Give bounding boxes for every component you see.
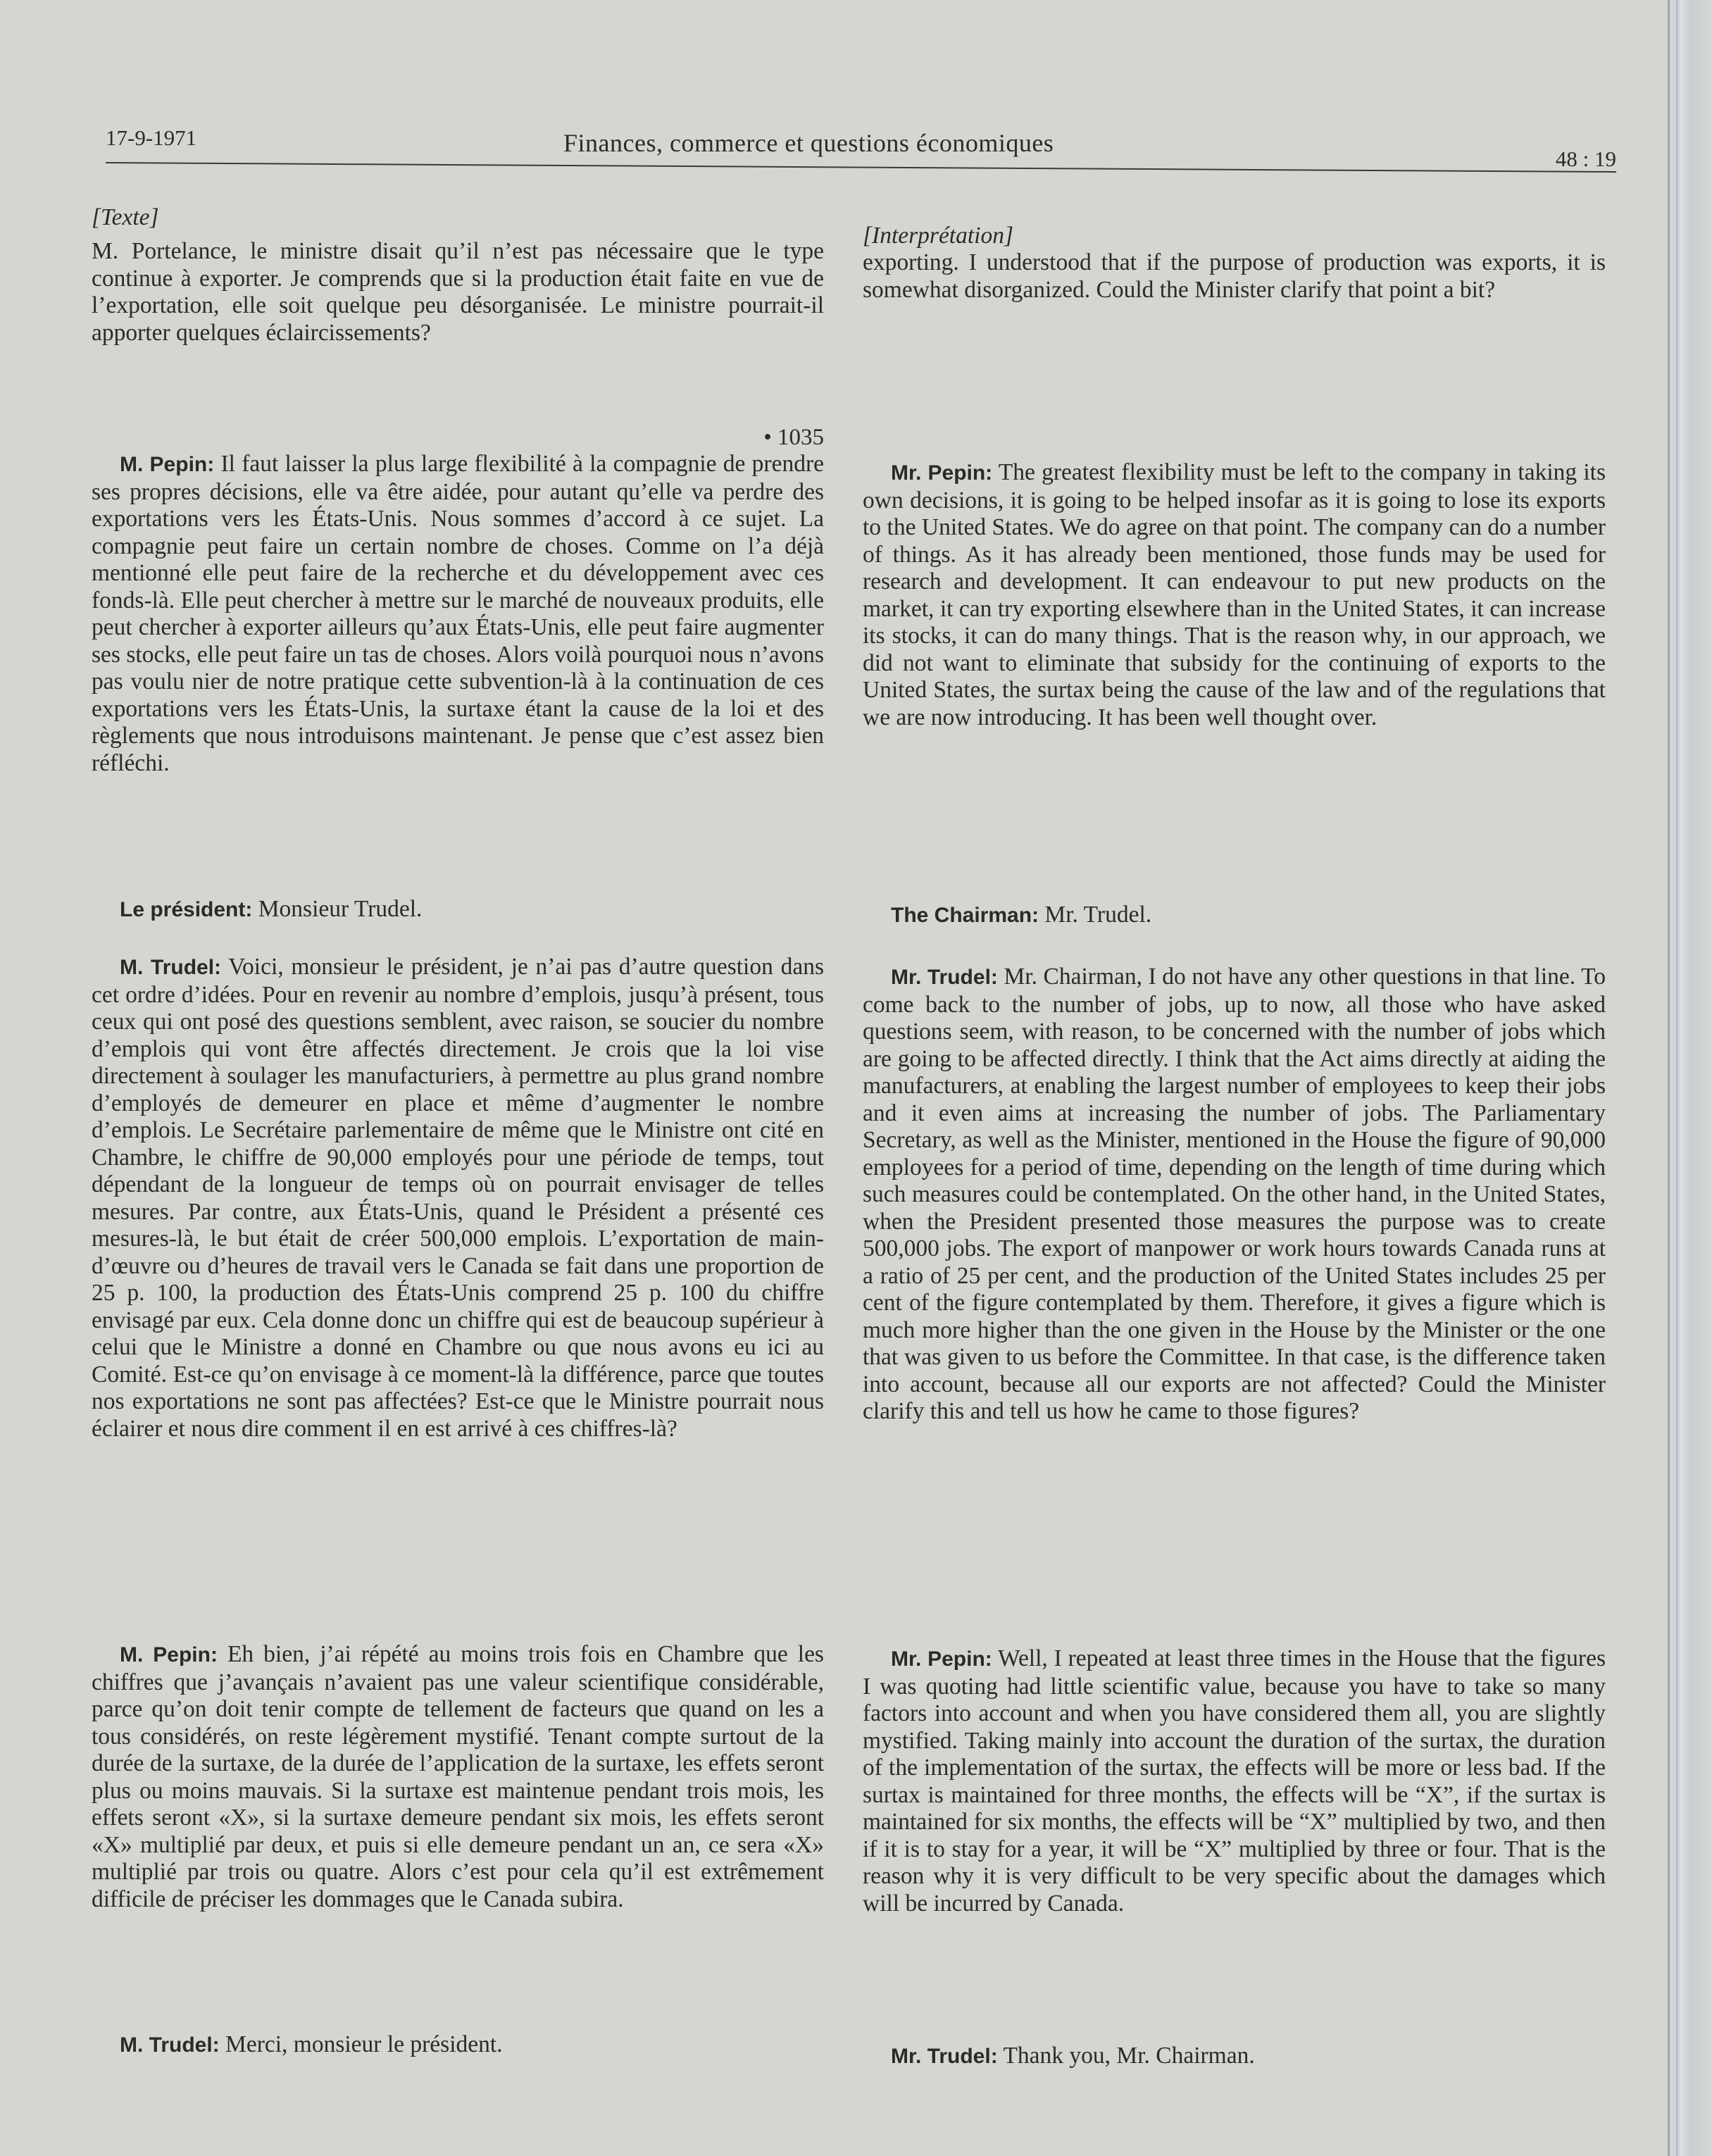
speaker-label: Mr. Pepin: (891, 1647, 992, 1671)
speech-text: Well, I repeated at least three times in the House that the figures I was quoting had little scientific value, because you have to take so many factors into account and when you have considered them all, you are slightly mystified. Taking mainly into account the duration of the surtax, the duration of the implementation of the surtax, the effects will be more or less bad. If the surtax is maintained for three months, the effects will be “X”, if the surtax is maintained for six months, the effects will be “X” multiplied by two, and then if it is to stay for a year, it will be “X” multiplied by three or four. That is the reason why it is very difficult to be very specific about the damages which will be incurred by Canada. (863, 1645, 1606, 1917)
speaker-label: M. Pepin: (120, 453, 215, 476)
header-title: Finances, commerce et questions économiques (563, 129, 1054, 157)
language-tag-texte: [Texte] (92, 204, 159, 230)
speech-text: Voici, monsieur le président, je n’ai pas d’autre question dans cet ordre d’idées. Pour en revenir au nombre d’emplois, jusqu’à présent, tous ceux qui ont posé des questions semblent, avec raison, se soucier du nombre d’emplois qui vont être affectés directement. Je crois que la loi vise directement à soulager les manufacturiers, à permettre au plus grand nombre d’employés de demeurer en place et même d’augmenter le nombre d’emplois. Le Secrétaire parlementaire de même que le Ministre ont cité en Chambre, le chiffre de 90,000 employés pour une période de temps, tout dépendant de la longueur de temps où on pourrait envisager de telles mesures. Par contre, aux États-Unis, quand le Président a présenté ces mesures-là, le but était de créer 500,000 emplois. L’exportation de main-d’œuvre ou d’heures de travail vers le Canada se fait dans une proportion de 25 p. 100, la production des États-Unis comprend 25 p. 100 du chiffre envisagé par eux. Cela donne donc un chiffre qui est de beaucoup supérieur à celui que le Ministre a donné en Chambre ou que nous avons eu ici au Comité. Est-ce qu’on envisage à ce moment-là la différence, parce que toutes nos exportations ne sont pas affectées? Est-ce que le Ministre pourrait nous éclairer et nous dire comment il en est arrivé à ces chiffres-là? (92, 954, 824, 1442)
paragraph-president-fr (92, 896, 824, 924)
binding-edge (1676, 0, 1712, 2156)
paragraph-exporting-en: exporting. I understood that if the purpose of production was exports, it is somewhat disorganized. Could the Minister clarify that point a bit? (863, 249, 1606, 303)
speaker-label: M. Trudel: (120, 956, 222, 979)
paragraph-pepin-en-2 (863, 1645, 1606, 1917)
paragraph-trudel-fr-1 (92, 954, 824, 1442)
paragraph-trudel-en-1 (863, 964, 1606, 1426)
speech-text: Thank you, Mr. Chairman. (997, 2043, 1255, 2069)
paragraph-portelance-fr: M. Portelance, le ministre disait qu’il n’est pas nécessaire que le type continue à exporter. Je comprends que si la production était faite en vue de l’exportation, elle soit quelque peu désorganisée. Le ministre pourrait-il apporter quelques éclaircissements? (92, 238, 824, 346)
paragraph-trudel-fr-2 (92, 2031, 824, 2060)
speaker-label: M. Trudel: (120, 2033, 220, 2057)
language-tag-interpretation: [Interprétation] (863, 223, 1014, 249)
page-header (106, 120, 1616, 169)
binding-edge-line (1668, 0, 1670, 2156)
header-date: 17-9-1971 (106, 125, 197, 150)
time-marker: • 1035 (763, 425, 824, 450)
speech-text: Mr. Trudel. (1039, 902, 1152, 928)
paragraph-trudel-en-2 (863, 2043, 1606, 2071)
page-number: 48 : 19 (1555, 147, 1616, 171)
speaker-label: Le président: (120, 898, 253, 921)
paragraph-pepin-en-1 (863, 459, 1606, 731)
paragraph-chairman-en (863, 902, 1606, 930)
speaker-label: Mr. Trudel: (891, 2045, 998, 2068)
speech-text: Il faut laisser la plus large flexibilité à la compagnie de prendre ses propres décisions, elle va être aidée, pour autant qu’elle va perdre des exportations vers les États-Unis. Nous sommes d’accord à ce sujet. La compagnie peut faire un certain nombre de choses. Comme on l’a déjà mentionné elle peut faire de la recherche et du développement avec ces fonds-là. Elle peut chercher à mettre sur le marché de nouveaux produits, elle peut chercher à exporter ailleurs qu’aux États-Unis, elle peut faire augmenter ses stocks, elle peut faire un tas de choses. Alors voilà pourquoi nous n’avons pas voulu nier de notre pratique cette subvention-là à la continuation de ces exportations vers les États-Unis, la surtaxe étant la cause de la loi et des règlements que nous introduisons maintenant. Je pense que c’est assez bien réfléchi. (92, 451, 824, 776)
speech-text: The greatest flexibility must be left to the company in taking its own decisions, it is going to be helped insofar as it is going to lose its exports to the United States. We do agree on that point. The company can do a number of things. As it has already been mentioned, those funds may be used for research and development. It can endeavour to put new products on the market, it can try exporting elsewhere than in the United States, it can increase its stocks, it can do many things. That is the reason why, in our approach, we did not want to eliminate that subsidy for the continuing of exports to the United States, the surtax being the cause of the law and of the regulations that we are now introducing. It has been well thought over. (863, 459, 1606, 730)
speaker-label: M. Pepin: (120, 1643, 218, 1666)
speech-text: Merci, monsieur le président. (219, 2031, 503, 2057)
speech-text: Eh bien, j’ai répété au moins trois fois en Chambre que les chiffres que j’avançais n’avaient pas une valeur scientifique considérable, parce qu’on doit tenir compte de tellement de facteurs que quand on les a tous considérés, on reste légèrement mystifié. Tenant compte surtout de la durée de la surtaxe, de la durée de l’application de la surtaxe, les effets seront plus ou moins mauvais. Si la surtaxe est maintenue pendant trois mois, les effets seront «X», si la surtaxe demeure pendant six mois, les effets seront «X» multiplié par deux, et puis si elle demeure pendant un an, ce sera «X» multiplié par trois ou quatre. Alors c’est pour cela qu’il est extrêmement difficile de préciser les dommages que le Canada subira. (92, 1641, 824, 1912)
paragraph-pepin-fr-2 (92, 1641, 824, 1913)
header-rule (106, 162, 1616, 173)
speech-text: Mr. Chairman, I do not have any other questions in that line. To come back to the number of jobs, up to now, all those who have asked questions seem, with reason, to be concerned with the number of jobs which are going to be affected directly. I think that the Act aims directly at aiding the manufacturers, at enabling the largest number of employees to keep their jobs and it even aims at increasing the number of jobs. The Parliamentary Secretary, as well as the Minister, mentioned in the House the figure of 90,000 employees for a period of time, depending on the length of time during which such measures could be contemplated. On the other hand, in the United States, when the President presented those measures the purpose was to create 500,000 jobs. The export of manpower or work hours towards Canada runs at a ratio of 25 per cent, and the production of the United States includes 25 per cent of the figure contemplated by them. Therefore, it gives a figure which is much more higher than the one given in the House by the Minister or the one that was given to us before the Committee. In that case, is the difference taken into account, because all our exports are not affected? Could the Minister clarify this and tell us how he came to those figures? (863, 964, 1606, 1424)
paragraph-pepin-fr-1 (92, 451, 824, 777)
speaker-label: Mr. Trudel: (891, 966, 998, 989)
speaker-label: Mr. Pepin: (891, 461, 993, 485)
speaker-label: The Chairman: (891, 904, 1039, 927)
speech-text: Monsieur Trudel. (252, 896, 423, 922)
